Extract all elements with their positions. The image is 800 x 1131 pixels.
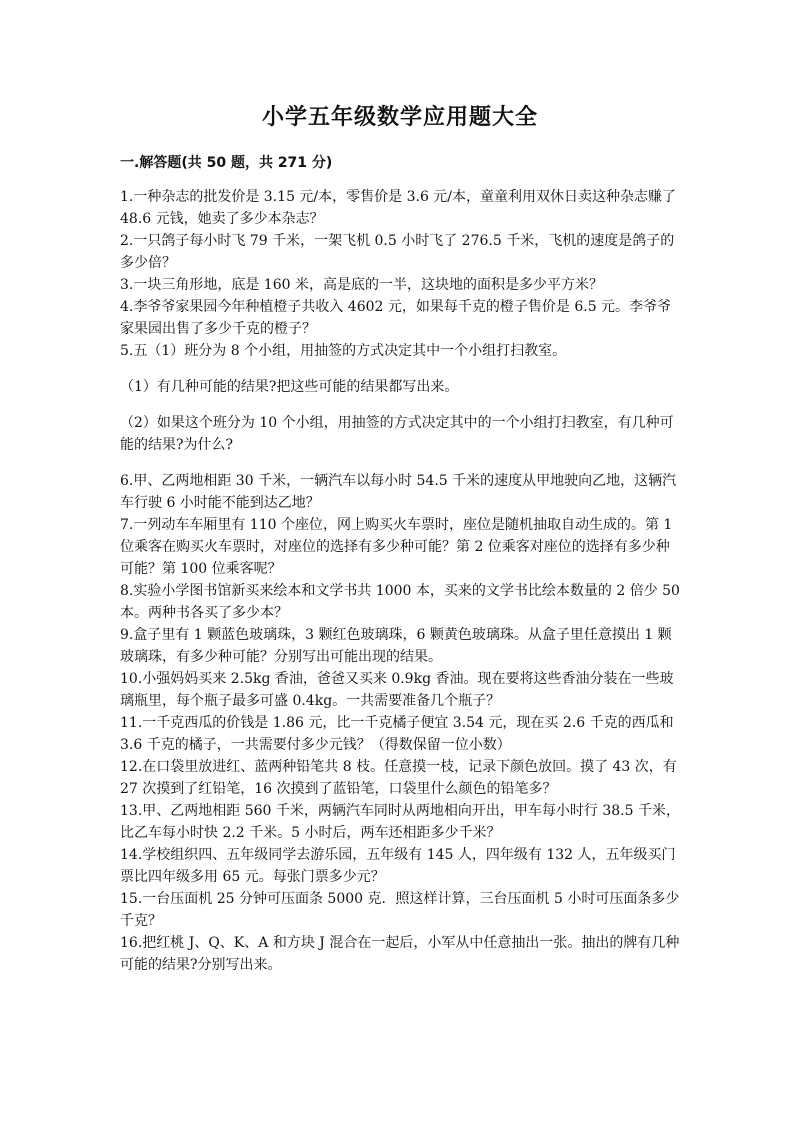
question-item: 3.一块三角形地，底是 160 米，高是底的一半，这块地的面积是多少平方米？ <box>120 277 603 293</box>
question-item: 11.一千克西瓜的价钱是 1.86 元，比一千克橘子便宜 3.54 元，现在买 2.6 千克的西瓜和 3.6 千克的橘子，一共需要付多少元钱？（得数保留一位小数） <box>120 715 674 753</box>
question-item: 13.甲、乙两地相距 560 千米，两辆汽车同时从两地相向开出，甲车每小时行 38.5 千米，比乙车每小时快 2.2 千米。5 小时后，两车还相距多少千米？ <box>120 803 680 841</box>
page-title: 小学五年级数学应用题大全 <box>261 105 538 130</box>
question-subitem: （2）如果这个班分为 10 个小组，用抽签的方式决定其中的一个小组打扫教室，有几种可能的结果?为什么? <box>120 415 674 453</box>
question-item: 15.一台压面机 25 分钟可压面条 5000 克．照这样计算，三台压面机 5 小时可压面条多少千克？ <box>120 891 680 929</box>
question-item: 9.盒子里有 1 颗蓝色玻璃珠，3 颗红色玻璃珠，6 颗黄色玻璃珠。从盒子里任意摸出 1 颗玻璃珠，有多少种可能？分别写出可能出现的结果。 <box>120 627 672 665</box>
question-item: 4.李爷爷家果园今年种植橙子共收入 4602 元，如果每千克的橙子售价是 6.5 元。李爷爷家果园出售了多少千克的橙子？ <box>120 299 672 337</box>
question-item: 14.学校组织四、五年级同学去游乐园，五年级有 145 人，四年级有 132 人，五年级买门票比四年级多用 65 元。每张门票多少元？ <box>120 847 676 885</box>
question-item: 7.一列动车车厢里有 110 个座位，网上购买火车票时，座位是随机抽取自动生成的。第 1 位乘客在购买火车票时，对座位的选择有多少种可能？第 2 位乘客对座位的选择有多少种可能？第 100 位乘客呢？ <box>120 517 673 577</box>
question-item: 12.在口袋里放进红、蓝两种铅笔共 8 枝。任意摸一枝，记录下颜色放回。摸了 43 次，有 27 次摸到了红铅笔，16 次摸到了蓝铅笔，口袋里什么颜色的铅笔多？ <box>120 759 677 797</box>
question-item: 16.把红桃 J、Q、K、A 和方块 J 混合在一起后，小军从中任意抽出一张。抽出的牌有几种可能的结果?分别写出来。 <box>120 935 680 973</box>
question-list <box>120 186 682 976</box>
section-heading: 一.解答题(共 50 题，共 271 分) <box>120 155 333 171</box>
spacer <box>120 398 682 412</box>
question-item: 10.小强妈妈买来 2.5kg 香油，爸爸又买来 0.9kg 香油。现在要将这些香油分装在一些玻璃瓶里，每个瓶子最多可盛 0.4kg。一共需要准备几个瓶子？ <box>120 671 674 709</box>
question-item: 2.一只鸽子每小时飞 79 千米，一架飞机 0.5 小时飞了 276.5 千米，飞机的速度是鸽子的多少倍？ <box>120 233 675 271</box>
spacer <box>120 362 682 376</box>
question-item: 8.实验小学图书馆新买来绘本和文学书共 1000 本，买来的文学书比绘本数量的 2 倍少 50 本。两种书各买了多少本？ <box>120 583 680 621</box>
spacer <box>120 456 682 470</box>
question-item: 5.五（1）班分为 8 个小组，用抽签的方式决定其中一个小组打扫教室。 <box>120 343 567 359</box>
question-item: 1.一种杂志的批发价是 3.15 元/本，零售价是 3.6 元/本，童童利用双休日卖这种杂志赚了 48.6 元钱，她卖了多少本杂志？ <box>120 189 677 227</box>
question-item: 6.甲、乙两地相距 30 千米，一辆汽车以每小时 54.5 千米的速度从甲地驶向乙地，这辆汽车行驶 6 小时能不能到达乙地？ <box>120 473 677 511</box>
question-subitem: （1）有几种可能的结果?把这些可能的结果都写出来。 <box>120 379 459 395</box>
